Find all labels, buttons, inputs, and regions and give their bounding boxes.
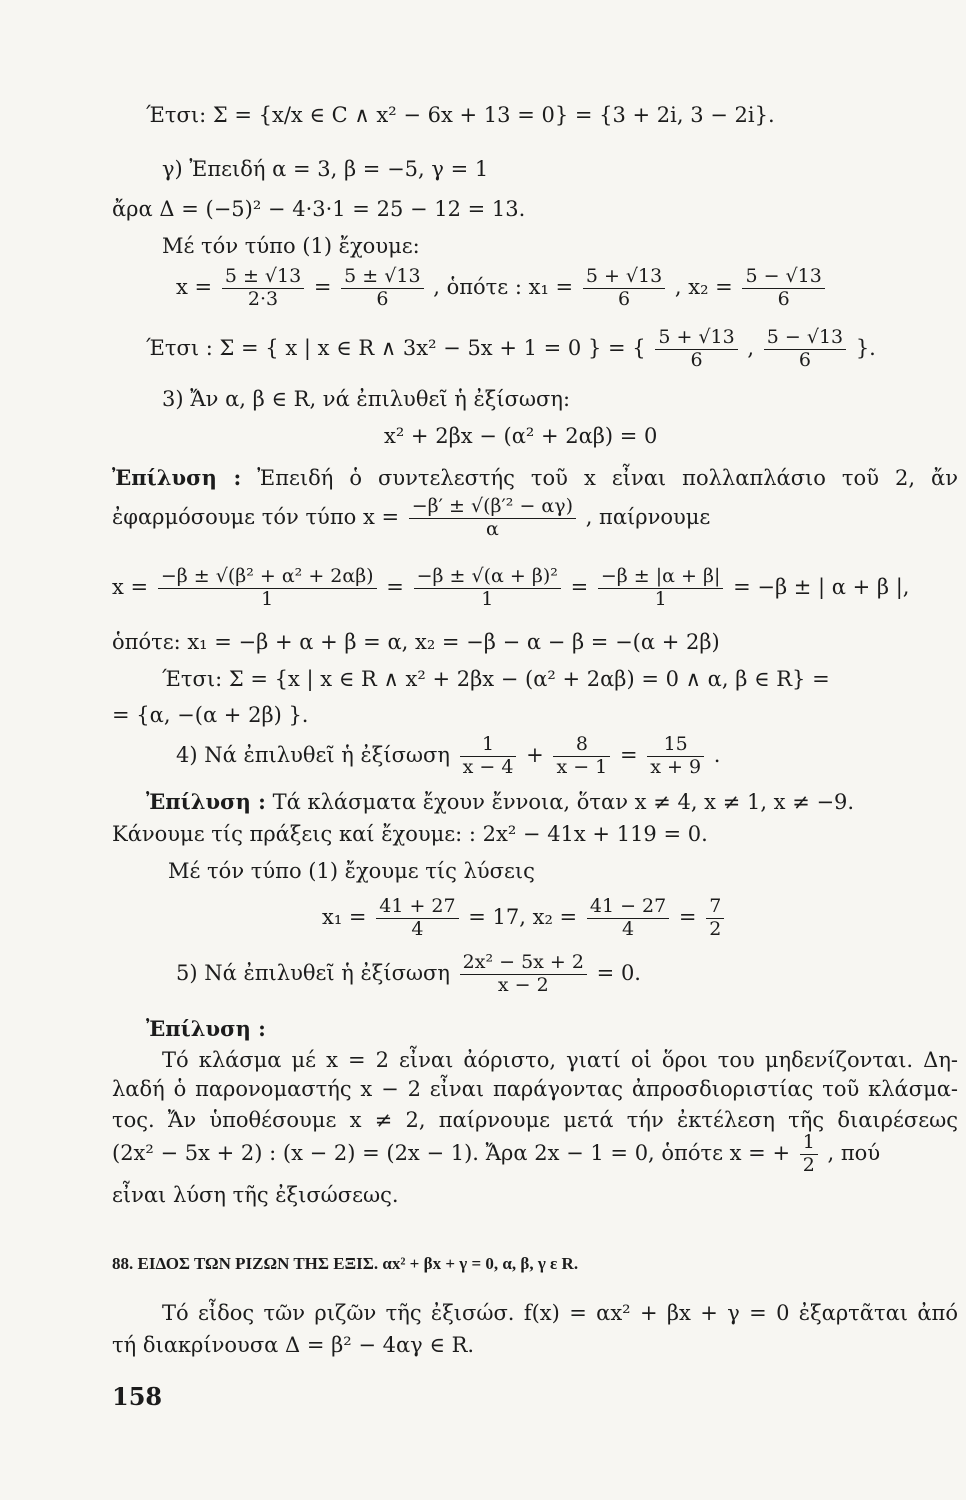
numerator: −β ± √(α + β)² (414, 566, 561, 589)
text-line: γ) Ἐπειδή α = 3, β = −5, γ = 1 (162, 157, 489, 181)
math-text: x = (112, 574, 149, 599)
numerator: 5 + √13 (655, 327, 737, 350)
equation-line (322, 896, 727, 941)
text-line: Έτσι: Σ = {x/x ∈ C ∧ x² − 6x + 13 = 0} = {3 + 2i, 3 − 2i}. (146, 103, 775, 127)
text-line: λαδή ὁ παρονομαστής x − 2 εἶναι παράγοντας ἀπροσδιοριστίας τοῦ κλάσμα- (112, 1077, 958, 1101)
text-line: Μέ τόν τύπο (1) ἔχουμε τίς λύσεις (168, 859, 535, 883)
numerator: 7 (706, 896, 724, 919)
denominator: 1 (654, 587, 667, 610)
math-text: (2x² − 5x + 2) : (x − 2) = (2x − 1). Ἄρα 2x − 1 = 0, ὁπότε x = + (112, 1140, 791, 1165)
numerator: 41 + 27 (376, 896, 458, 919)
equation-line (112, 1132, 880, 1177)
equation-line (112, 566, 909, 611)
fraction (587, 896, 669, 941)
numerator: 41 − 27 (587, 896, 669, 919)
solution-label: Ἐπίλυση : (146, 1016, 266, 1041)
solution-label: Ἐπίλυση : (146, 789, 266, 814)
denominator: 2 (802, 1153, 815, 1176)
fraction (460, 952, 587, 997)
equation-line (176, 266, 828, 311)
math-text: = (619, 742, 638, 767)
math-text: Έτσι : Σ = { x | x ∈ R ∧ 3x² − 5x + 1 = 0 } = { (146, 335, 646, 360)
denominator: 1 (261, 587, 274, 610)
fraction (460, 734, 517, 779)
denominator: 4 (621, 917, 635, 940)
fraction (742, 266, 824, 311)
numerator: 15 (647, 734, 704, 757)
fraction (158, 566, 377, 611)
math-text: x = (176, 274, 213, 299)
text-line: τή διακρίνουσα Δ = β² − 4αγ ∈ R. (112, 1333, 475, 1357)
denominator: x + 9 (650, 755, 702, 778)
fraction (800, 1132, 818, 1177)
text-line: Κάνουμε τίς πράξεις καί ἔχουμε: : 2x² − 41x + 119 = 0. (112, 822, 708, 846)
text-line: Έτσι: Σ = {x | x ∈ R ∧ x² + 2βx − (α² + 2αβ) = 0 ∧ α, β ∈ R} = (162, 667, 830, 691)
text-line: Τό κλάσμα μέ x = 2 εἶναι ἀόριστο, γιατί οἱ ὅροι του μηδενίζονται. Δη- (162, 1048, 958, 1072)
text-line (146, 789, 854, 815)
numerator: 5 ± √13 (222, 266, 304, 289)
numerator: 1 (800, 1132, 818, 1155)
math-text: , πού (827, 1140, 881, 1165)
denominator: 2·3 (247, 287, 279, 310)
math-text: . (713, 742, 721, 767)
math-text: + (526, 742, 544, 767)
math-text: x₁ = (322, 904, 367, 929)
math-text: }. (855, 335, 876, 360)
text-line: 3) Ἄν α, β ∈ R, νά ἐπιλυθεῖ ἡ ἐξίσωση: (162, 387, 571, 411)
math-text: = 0. (596, 960, 641, 985)
denominator: 6 (798, 348, 811, 371)
numerator: 8 (553, 734, 610, 757)
math-text: 5) Νά ἐπιλυθεῖ ἡ ἐξίσωση (176, 960, 450, 985)
math-text: 4) Νά ἐπιλυθεῖ ἡ ἐξίσωση (176, 742, 450, 767)
equation-line (112, 496, 710, 541)
equation-line (176, 734, 720, 779)
fraction (409, 496, 576, 541)
numerator: 2x² − 5x + 2 (460, 952, 587, 975)
denominator: α (485, 517, 499, 540)
fraction (647, 734, 704, 779)
math-text: , x₂ = (674, 274, 733, 299)
math-text: = (313, 274, 332, 299)
denominator: 4 (411, 917, 424, 940)
text-line: εἶναι λύση τῆς ἐξισώσεως. (112, 1183, 399, 1207)
math-text: , (747, 335, 755, 360)
denominator: x − 2 (497, 973, 549, 996)
math-text: = −β ± | α + β |, (733, 574, 910, 599)
numerator: 5 − √13 (742, 266, 824, 289)
fraction (655, 327, 737, 372)
numerator: −β ± √(β² + α² + 2αβ) (158, 566, 377, 589)
fraction (598, 566, 724, 611)
denominator: 6 (617, 287, 631, 310)
math-text: , ὁπότε : x₁ = (433, 274, 574, 299)
numerator: −β ± |α + β| (598, 566, 724, 589)
fraction (222, 266, 304, 311)
fraction (553, 734, 610, 779)
denominator: x − 1 (556, 755, 608, 778)
numerator: 5 ± √13 (341, 266, 423, 289)
fraction (764, 327, 846, 372)
math-text: = (570, 574, 589, 599)
math-text: = (678, 904, 697, 929)
equation-line (176, 952, 641, 997)
denominator: 6 (690, 348, 703, 371)
text-line: Μέ τόν τύπο (1) ἔχουμε: (162, 234, 420, 258)
fraction (414, 566, 561, 611)
math-text: = (386, 574, 404, 599)
denominator: x − 4 (462, 755, 514, 778)
math-text: ἐφαρμόσουμε τόν τύπο x = (112, 504, 400, 529)
page-number: 158 (112, 1382, 163, 1411)
text-span: Τά κλάσματα ἔχουν ἔννοια, ὅταν x ≠ 4, x ≠ 1, x ≠ −9. (272, 790, 855, 814)
text-line: x² + 2βx − (α² + 2αβ) = 0 (384, 424, 658, 448)
fraction (376, 896, 458, 941)
text-line: Τό εἶδος τῶν ριζῶν τῆς ἐξισώσ. f(x) = αx² + βx + γ = 0 ἐξαρτᾶται ἀπό (162, 1301, 958, 1325)
text-line (112, 465, 958, 491)
text-line: τος. Ἄν ὑποθέσουμε x ≠ 2, παίρνουμε μετά τήν ἐκτέλεση τῆς διαιρέσεως (112, 1108, 958, 1132)
numerator: 5 + √13 (583, 266, 665, 289)
denominator: 6 (376, 287, 389, 310)
denominator: 6 (777, 287, 790, 310)
denominator: 2 (709, 917, 722, 940)
text-span: Ἐπειδή ὁ συντελεστής τοῦ x εἶναι πολλαπλάσιο τοῦ 2, ἄν (257, 466, 958, 490)
equation-line (146, 327, 876, 372)
text-line: ἄρα Δ = (−5)² − 4·3·1 = 25 − 12 = 13. (112, 197, 526, 221)
numerator: −β′ ± √(β′² − αγ) (409, 496, 576, 519)
numerator: 1 (460, 734, 517, 757)
solution-label: Ἐπίλυση : (112, 465, 242, 490)
fraction (583, 266, 665, 311)
math-text: = 17, x₂ = (468, 904, 578, 929)
math-text: , παίρνουμε (585, 504, 711, 529)
fraction (341, 266, 423, 311)
section-heading: 88. ΕΙΔΟΣ ΤΩΝ ΡΙΖΩΝ ΤΗΣ ΕΞΙΣ. αx² + βx + γ = 0, α, β, γ ε R. (112, 1254, 579, 1273)
numerator: 5 − √13 (764, 327, 846, 350)
denominator: 1 (481, 587, 494, 610)
fraction (706, 896, 724, 941)
text-line: ὁπότε: x₁ = −β + α + β = α, x₂ = −β − α − β = −(α + 2β) (112, 630, 720, 654)
text-line: = {α, −(α + 2β) }. (112, 703, 309, 727)
